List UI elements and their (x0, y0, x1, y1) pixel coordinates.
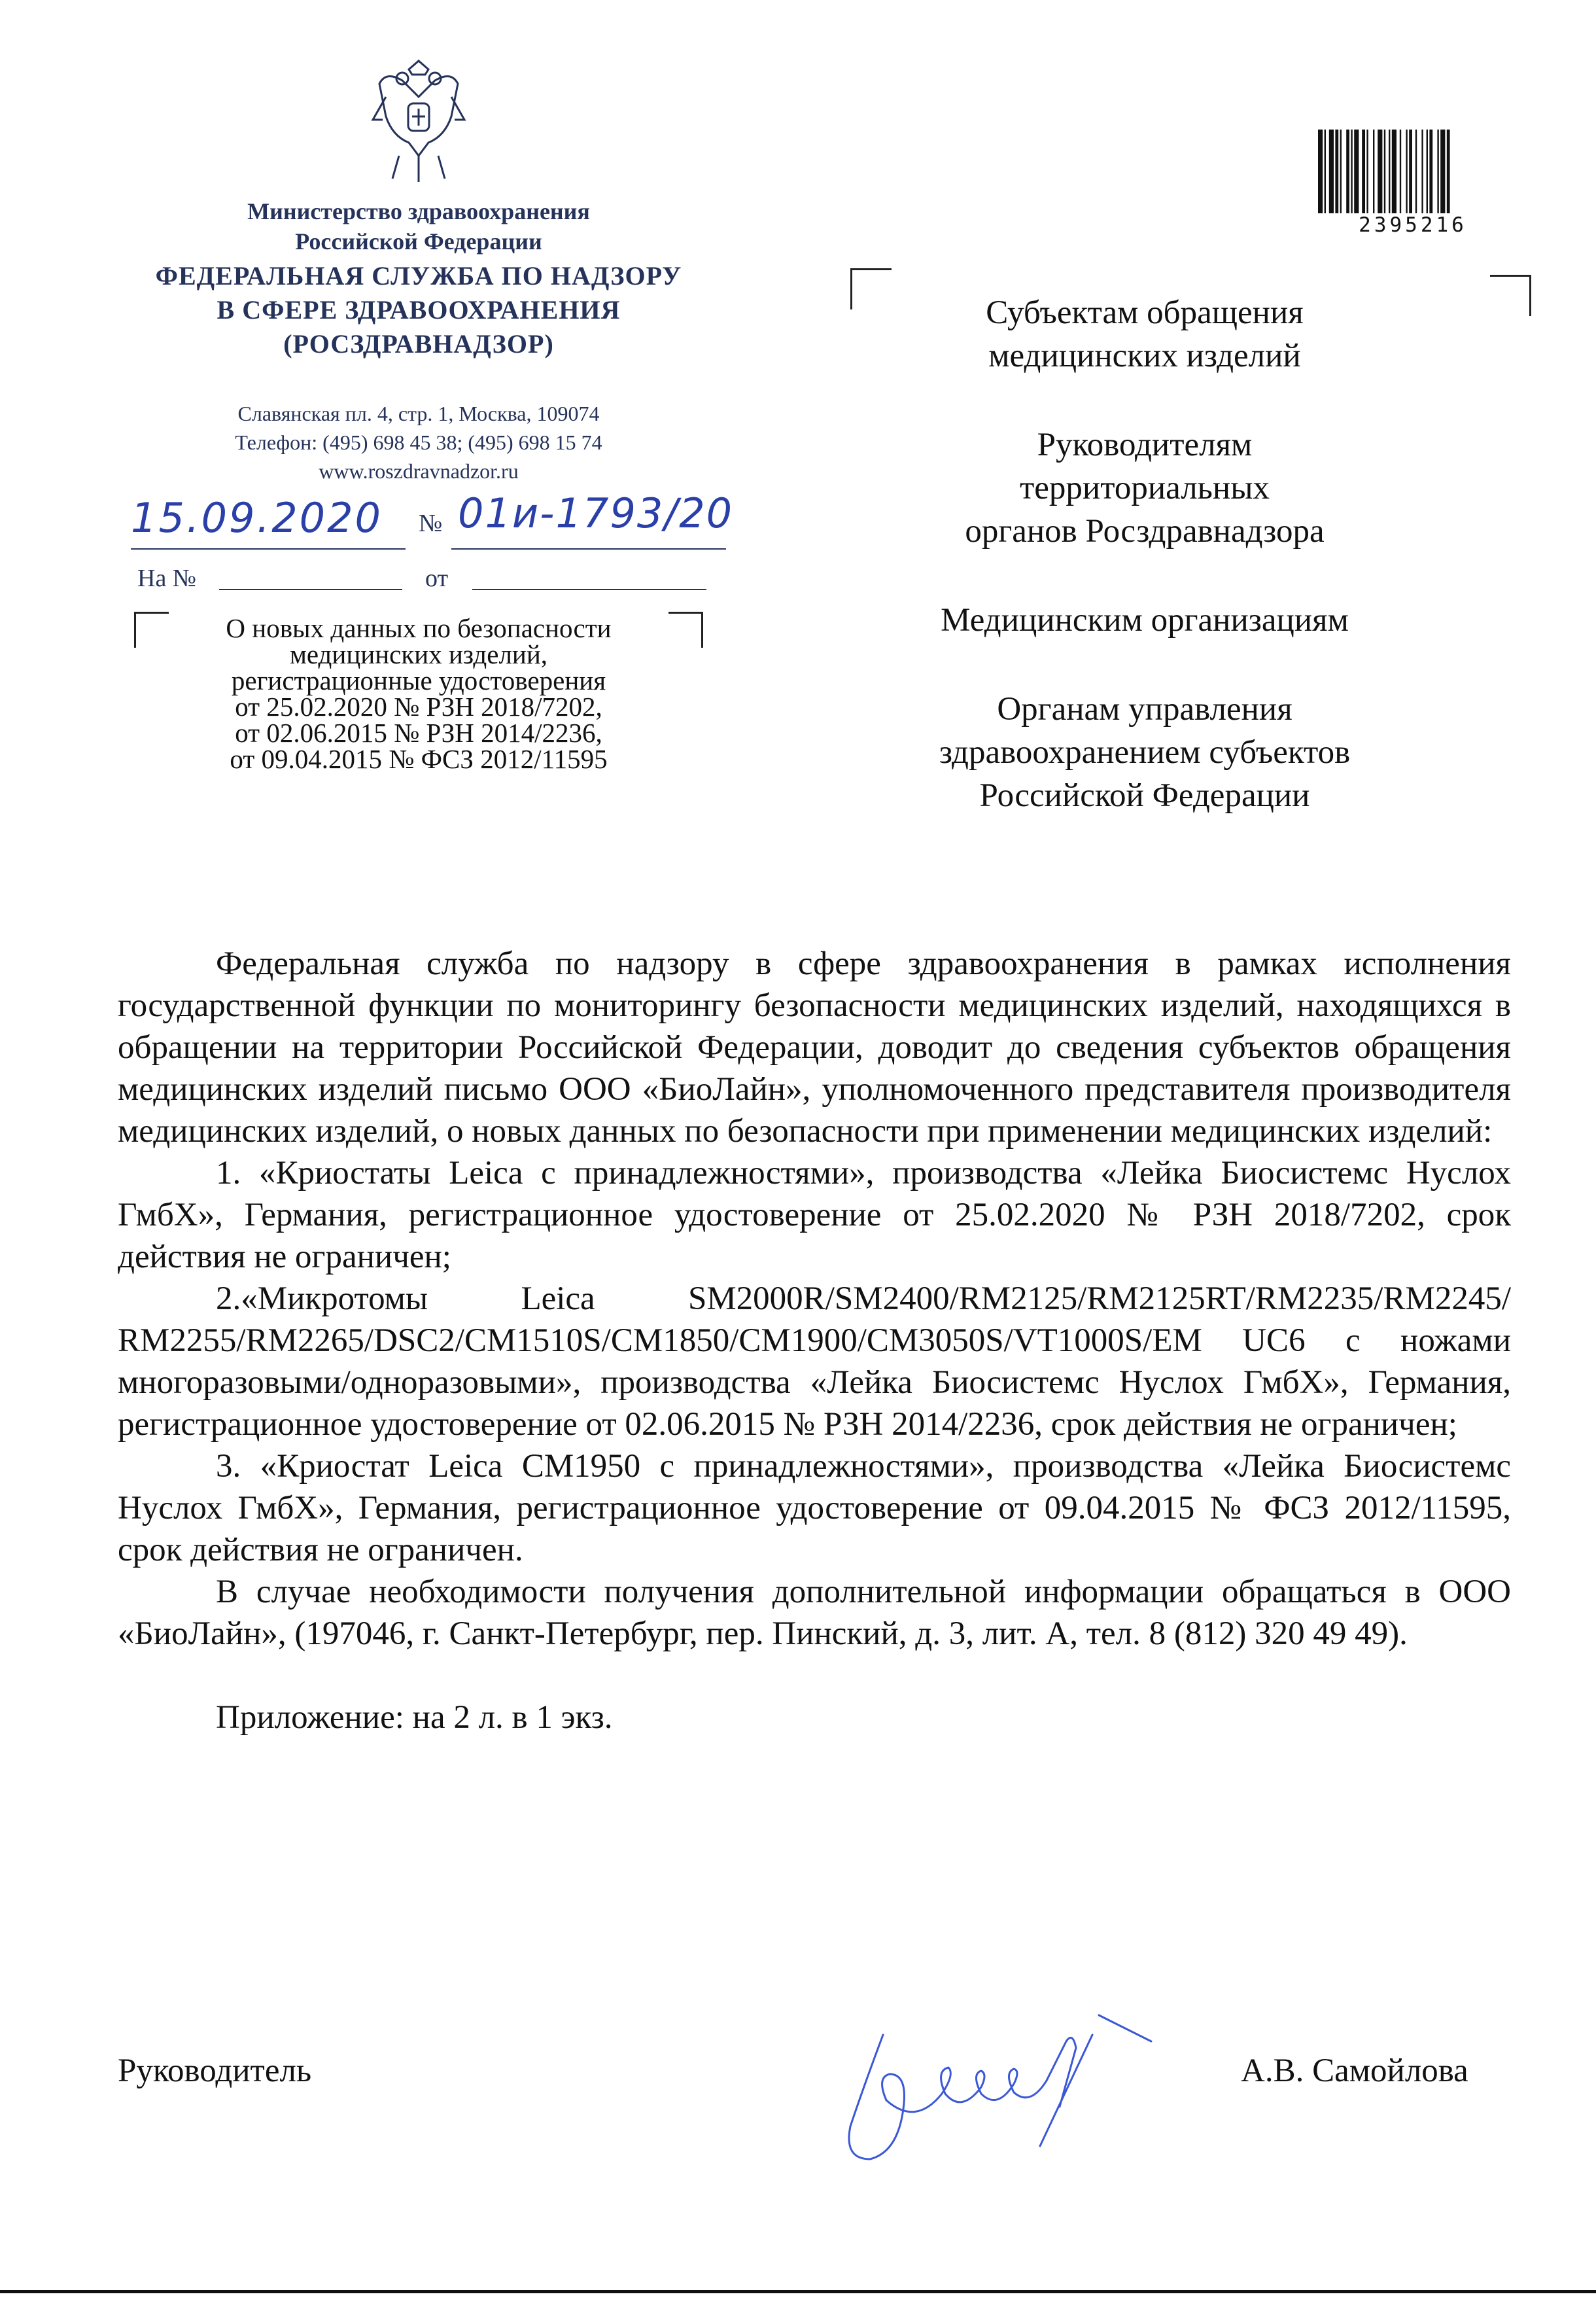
letter-body (118, 943, 1511, 1738)
body-item-1: 1. «Криостаты Leica с принадлежностями», производства «Лейка Биосистемс Нуслох ГмбХ», Германия, регистрационное удостоверение от 25.02.2020 № РЗН 2018/7202, срок действия не ограничен; (118, 1155, 1511, 1275)
recipient-corner-right (1490, 275, 1531, 316)
phone-line: Телефон: (495) 698 45 38; (495) 698 15 74 (235, 431, 602, 454)
number-label: № (419, 510, 443, 537)
barcode-bar (1340, 130, 1342, 213)
reference-date-label: от (425, 565, 449, 592)
barcode-bar (1378, 130, 1382, 213)
subject-line: медицинских изделий, (289, 639, 548, 669)
barcode-bar (1329, 130, 1334, 213)
barcode-bar (1447, 130, 1450, 213)
body-paragraph-contacts: В случае необходимости получения дополнительной информации обращаться в ООО «БиоЛайн», (197046, г. Санкт-Петербург, пер. Пинский, д. 3, лит. А, тел. 8 (812) 320 49 49). (118, 1574, 1511, 1652)
ministry-line: Министерство здравоохранения (247, 198, 590, 224)
barcode-bar (1384, 130, 1385, 213)
signatory-position: Руководитель (118, 2052, 312, 2089)
recipient-line: здравоохранением субъектов (939, 734, 1351, 771)
recipient-line: органов Росздравнадзора (965, 513, 1325, 550)
number-underline (451, 548, 726, 550)
address-line: Славянская пл. 4, стр. 1, Москва, 109074 (237, 402, 600, 425)
ministry-name (131, 196, 706, 256)
date-underline (131, 548, 406, 550)
recipient-line: Медицинским организациям (941, 602, 1349, 639)
barcode-number: 2395216 (1359, 213, 1467, 237)
subject-line: от 02.06.2015 № РЗН 2014/2236, (235, 718, 602, 748)
barcode (1318, 130, 1508, 213)
service-line: (РОСЗДРАВНАДЗОР) (283, 329, 554, 359)
recipient-line: медицинских изделий (988, 338, 1301, 374)
barcode-bar (1335, 130, 1338, 213)
body-paragraph: Федеральная служба по надзору в сфере здравоохранения в рамках исполнения государственной функции по мониторингу безопасности медицинских изделий, находящихся в обращении на территории Российской Федерации, доводит до сведения субъектов обращения медицинских изделий письмо ООО «БиоЛайн», уполномоченного представителя производителя медицинских изделий, о новых данных по безопасности при применении медицинских изделий: (118, 945, 1511, 1150)
barcode-bar (1346, 130, 1349, 213)
service-line: В СФЕРЕ ЗДРАВООХРАНЕНИЯ (217, 295, 621, 325)
barcode-bar (1373, 130, 1374, 213)
recipient (863, 423, 1426, 553)
signatory-name: А.В. Самойлова (1241, 2052, 1468, 2089)
recipient-line: Руководителям (1037, 427, 1253, 463)
barcode-bar (1325, 130, 1326, 213)
subject-block (131, 615, 706, 772)
barcode-bar (1437, 130, 1438, 213)
registration-date: 15.09.2020 (131, 494, 383, 542)
barcode-bar (1362, 130, 1365, 213)
barcode-bar (1318, 130, 1323, 213)
recipient-line: территориальных (1020, 470, 1270, 506)
barcode-bar (1427, 130, 1428, 213)
barcode-bar (1351, 130, 1352, 213)
subject-line: О новых данных по безопасности (226, 613, 612, 643)
recipient (863, 688, 1426, 817)
subject-line: от 25.02.2020 № РЗН 2018/7202, (235, 692, 602, 722)
barcode-bar (1400, 130, 1401, 213)
service-line: ФЕДЕРАЛЬНАЯ СЛУЖБА ПО НАДЗОРУ (155, 261, 682, 291)
barcode-bar (1421, 130, 1423, 213)
attachment-note: Приложение: на 2 л. в 1 экз. (216, 1699, 613, 1736)
barcode-bar (1392, 130, 1396, 213)
recipient-line: Субъектам обращения (986, 294, 1304, 331)
scan-edge-line (0, 2290, 1596, 2293)
recipient (863, 599, 1426, 642)
address-block (131, 399, 706, 485)
barcode-bar (1354, 130, 1359, 213)
barcode-bar (1406, 130, 1407, 213)
barcode-bar (1409, 130, 1412, 213)
barcode-bar (1440, 130, 1445, 213)
reference-number-label: На № (137, 565, 197, 592)
signature-scribble (824, 1996, 1177, 2179)
reference-number-line (219, 589, 402, 590)
barcode-bar (1429, 130, 1432, 213)
registration-number: 01и-1793/20 (458, 489, 734, 537)
ministry-line: Российской Федерации (295, 228, 542, 255)
body-item-2: 2.«Микротомы Leica SM2000R/SM2400/RM2125/RM2125RT/RM2235/RM2245/ RM2255/RM2265/DSC2/CM1510S/CM1850/CM1900/CM3050S/VT1000S/EM UC6 с ножами многоразовыми/одноразовыми», производства «Лейка Биосистемс Нуслох ГмбХ», Германия, регистрационное удостоверение от 02.06.2015 № РЗН 2014/2236, срок действия не ограничен; (118, 1280, 1511, 1443)
website-line: www.roszdravnadzor.ru (319, 459, 519, 483)
service-name (118, 259, 720, 361)
barcode-bar (1389, 130, 1390, 213)
subject-line: регистрационные удостоверения (231, 665, 606, 696)
reference-date-line (472, 589, 706, 590)
recipient (863, 291, 1426, 378)
body-item-3: 3. «Криостат Leica CM1950 с принадлежностями», производства «Лейка Биосистемс Нуслох ГмбХ», Германия, регистрационное удостоверение от 09.04.2015 № ФСЗ 2012/11595, срок действия не ограничен. (118, 1448, 1511, 1568)
barcode-bar (1366, 130, 1368, 213)
coat-of-arms-emblem (366, 58, 471, 188)
subject-line: от 09.04.2015 № ФСЗ 2012/11595 (230, 744, 608, 774)
recipient-line: Органам управления (997, 691, 1292, 728)
recipient-line: Российской Федерации (979, 777, 1310, 814)
barcode-bar (1415, 130, 1417, 213)
recipients-block (863, 291, 1426, 863)
